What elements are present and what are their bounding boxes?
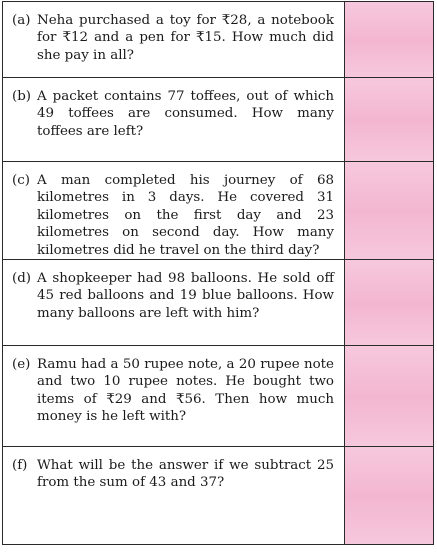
answer-box[interactable] — [345, 2, 434, 78]
question-text: Neha purchased a toy for ₹28, a notebook for ₹12 and a pen for ₹15. How much did she pay in all? — [37, 13, 334, 63]
question-text: A man completed his journey of 68 kilometres in 3 days. He covered 31 kilometres on the first day and 23 kilometres on second day. How many kilometres did he travel on the third day? — [37, 173, 334, 258]
question-label: (d) — [12, 271, 32, 287]
question-row-d — [3, 260, 434, 346]
question-text: What will be the answer if we subtract 25 from the sum of 43 and 37? — [37, 458, 334, 491]
question-cell — [3, 447, 345, 545]
question-row-c — [3, 162, 434, 260]
answer-box[interactable] — [345, 260, 434, 346]
question-label: (e) — [12, 357, 31, 373]
answer-box[interactable] — [345, 162, 434, 260]
question-row-a — [3, 2, 434, 78]
question-text: A packet contains 77 toffees, out of which 49 toffees are consumed. How many toffees are left? — [37, 89, 334, 139]
question-text: Ramu had a 50 rupee note, a 20 rupee note and two 10 rupee notes. He bought two items of ₹29 and ₹56. Then how much money is he left with? — [37, 357, 334, 425]
question-cell — [3, 162, 345, 260]
question-row-e — [3, 346, 434, 447]
question-row-b — [3, 78, 434, 162]
question-label: (b) — [12, 89, 32, 104]
question-label: (c) — [12, 173, 30, 188]
question-cell — [3, 2, 345, 78]
answer-box[interactable] — [345, 78, 434, 162]
question-cell — [3, 346, 345, 447]
answer-box[interactable] — [345, 346, 434, 447]
answer-box[interactable] — [345, 447, 434, 545]
question-text: A shopkeeper had 98 balloons. He sold off 45 red balloons and 19 blue balloons. How many balloons are left with him? — [37, 271, 334, 321]
question-label: (a) — [12, 13, 31, 28]
word-problem-table — [2, 1, 434, 545]
question-cell — [3, 260, 345, 346]
question-label: (f) — [12, 458, 28, 474]
question-row-f — [3, 447, 434, 545]
question-cell — [3, 78, 345, 162]
